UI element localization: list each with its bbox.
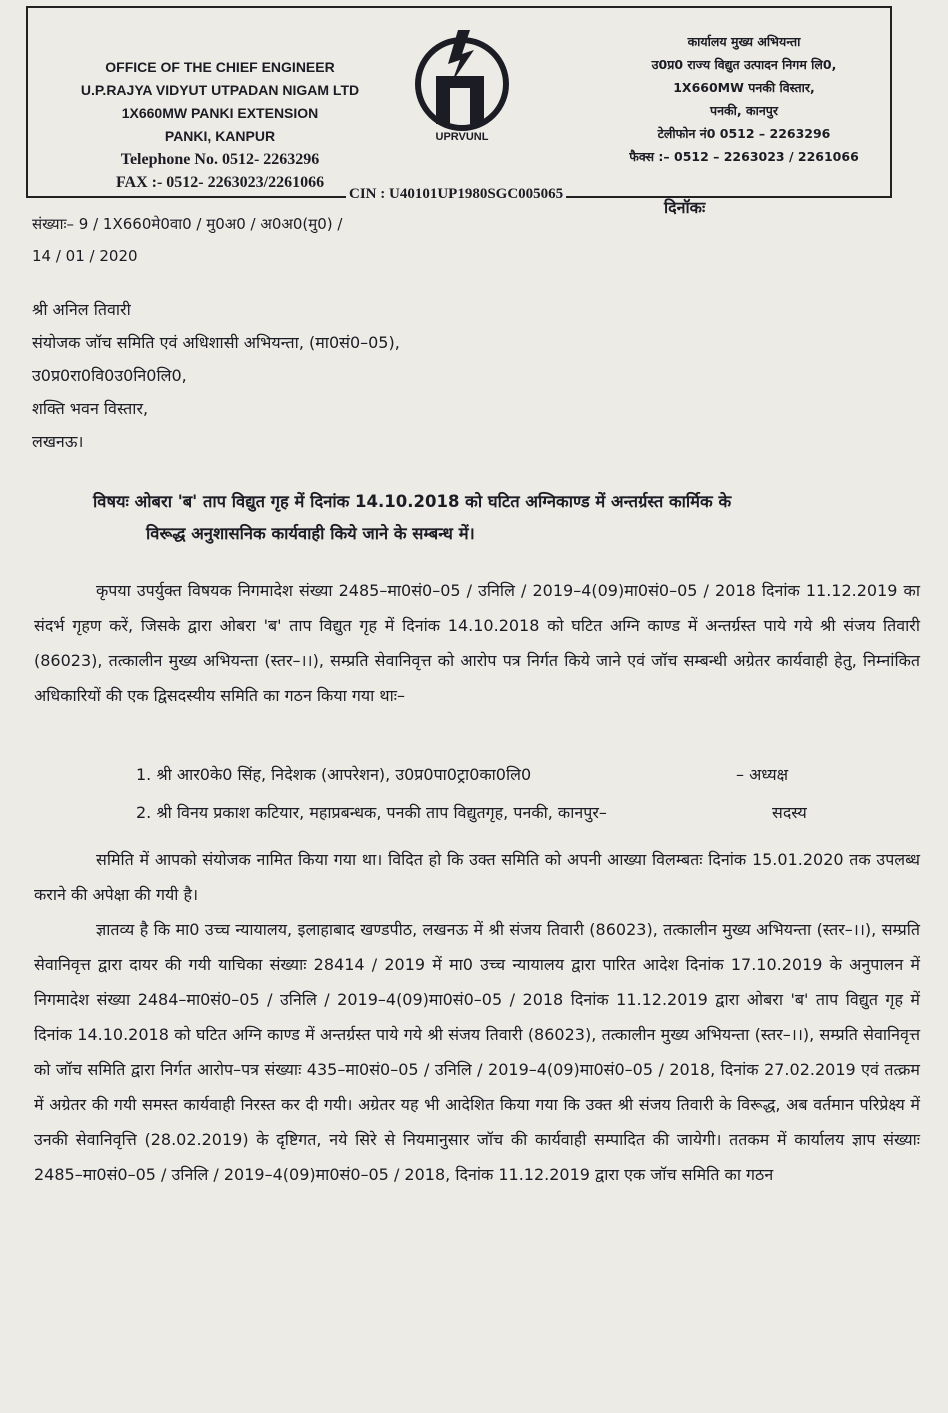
reference-date: 14 / 01 / 2020 xyxy=(32,247,138,265)
letterhead-english xyxy=(50,56,390,194)
addressee-line: लखनऊ। xyxy=(32,432,84,451)
telephone-hindi: टेलीफोन नं0 0512 – 2263296 xyxy=(657,126,831,141)
cin-number: CIN : U40101UP1980SGC005065 xyxy=(346,184,566,204)
committee-members-list xyxy=(136,756,836,832)
date-label: दिनॉकः xyxy=(664,198,706,217)
subject-label: विषयः xyxy=(93,492,129,511)
list-item xyxy=(136,756,836,794)
member-name: 1. श्री आर0के0 सिंह, निदेशक (आपरेशन), उ0प्र0पा0ट्रा0का0लि0 xyxy=(136,765,532,784)
paragraph-1: कृपया उपर्युक्त विषयक निगमादेश संख्या 2485–मा0सं0–05 / उनिलि / 2019–4(09)मा0सं0–05 / 2018 दिनांक 11.12.2019 का संदर्भ गृहण करें, जिसके द्वारा ओबरा 'ब' ताप विद्युत गृह में दिनांक 14.10.2018 को घटित अग्नि काण्ड में अन्तर्ग्रस्त पाये गये श्री संजय तिवारी (86023), तत्कालीन मुख्य अभियन्ता (स्तर–।।), सम्प्रति सेवानिवृत्त को आरोप पत्र निर्गत किये जाने एवं जॉच सम्बन्धी अग्रेतर कार्यवाही हेतु, निम्नांकित अधिकारियों की एक द्विसदस्यीय समिति का गठन किया गया थाः– xyxy=(34,581,920,705)
addressee-line: शक्ति भवन विस्तार, xyxy=(32,399,149,418)
subject-line-2: विरूद्ध अनुशासनिक कार्यवाही किये जाने के सम्बन्ध में। xyxy=(146,524,475,543)
unit-name: 1X660MW PANKI EXTENSION xyxy=(121,105,319,121)
office-name-hindi: कार्यालय मुख्य अभियन्ता xyxy=(687,34,801,49)
office-name: OFFICE OF THE CHIEF ENGINEER xyxy=(105,59,335,75)
member-name: 2. श्री विनय प्रकाश कटियार, महाप्रबन्धक, पनकी ताप विद्युतगृह, पनकी, कानपुर– xyxy=(136,803,607,822)
uprvunl-logo-icon xyxy=(378,26,550,144)
letterhead xyxy=(26,6,892,202)
member-role: सदस्य xyxy=(772,803,807,822)
reference-number: संख्याः– 9 / 1X660मे0वा0 / मु0अ0 / अ0अ0(मु0) / xyxy=(32,215,343,233)
paragraph-3: ज्ञातव्य है कि मा0 उच्च न्यायालय, इलाहाबाद खण्डपीठ, लखनऊ में श्री संजय तिवारी (86023), तत्कालीन मुख्य अभियन्ता (स्तर–।।), सम्प्रति सेवानिवृत्त द्वारा दायर की गयी याचिका संख्याः 28414 / 2019 में मा0 उच्च न्यायालय द्वारा पारित आदेश दिनांक 17.10.2019 के अनुपालन में निगमादेश संख्या 2484–मा0सं0–05 / उनिलि / 2019–4(09)मा0सं0–05 / 2018 दिनांक 11.12.2019 द्वारा ओबरा 'ब' ताप विद्युत गृह में दिनांक 14.10.2018 को घटित अग्नि काण्ड में अन्तर्ग्रस्त पाये गये श्री संजय तिवारी (86023), तत्कालीन मुख्य अभियन्ता (स्तर–।।), सम्प्रति सेवानिवृत्त को जॉच समिति द्वारा निर्गत आरोप–पत्र संख्याः 435–मा0सं0–05 / उनिलि / 2019–4(09)मा0सं0–05 / 2018, दिनांक 27.02.2019 एवं तत्क्रम में अग्रेतर की गयी समस्त कार्यवाही निरस्त कर दी गयी। अग्रेतर यह भी आदेशित किया गया कि उक्त श्री संजय तिवारी के विरूद्ध, अब वर्तमान परिप्रेक्ष्य में उनकी सेवानिवृत्ति (28.02.2019) के दृष्टिगत, नये सिरे से नियमानुसार जॉच की कार्यवाही सम्पादित की जायेगी। ततकम में कार्यालय ज्ञाप संख्याः 2485–मा0सं0–05 / उनिलि / 2019–4(09)मा0सं0–05 / 2018, दिनांक 11.12.2019 द्वारा एक जॉच समिति का गठन xyxy=(34,920,920,1184)
list-item xyxy=(136,794,836,832)
member-role: – अध्यक्ष xyxy=(736,765,789,784)
location-hindi: पनकी, कानपुर xyxy=(710,103,778,118)
paragraph-2: समिति में आपको संयोजक नामित किया गया था। विदित हो कि उक्त समिति को अपनी आख्या विलम्बतः दिनांक 15.01.2020 तक उपलब्ध कराने की अपेक्षा की गयी है। xyxy=(34,850,920,904)
unit-name-hindi: 1X660MW पनकी विस्तार, xyxy=(673,80,815,95)
company-name-hindi: उ0प्र0 राज्य विद्युत उत्पादन निगम लि0, xyxy=(651,57,837,72)
addressee-block xyxy=(32,293,400,458)
location: PANKI, KANPUR xyxy=(164,128,276,144)
svg-text:UPRVUNL: UPRVUNL xyxy=(435,131,489,143)
addressee-line: उ0प्र0रा0वि0उ0नि0लि0, xyxy=(32,366,187,385)
addressee-line: श्री अनिल तिवारी xyxy=(32,300,131,319)
company-name: U.P.RAJYA VIDYUT UTPADAN NIGAM LTD xyxy=(80,82,360,98)
fax-hindi: फैक्स :– 0512 – 2263023 / 2261066 xyxy=(629,149,859,164)
telephone: Telephone No. 0512- 2263296 xyxy=(120,151,320,168)
subject-block xyxy=(93,486,903,550)
addressee-line: संयोजक जॉच समिति एवं अधिशासी अभियन्ता, (मा0सं0–05), xyxy=(32,333,400,352)
fax: FAX :- 0512- 2263023/2261066 xyxy=(115,174,325,191)
letterhead-hindi xyxy=(594,30,894,168)
subject-line-1: ओबरा 'ब' ताप विद्युत गृह में दिनांक 14.10.2018 को घटित अग्निकाण्ड में अन्तर्ग्रस्त कार्मिक के xyxy=(134,492,732,511)
